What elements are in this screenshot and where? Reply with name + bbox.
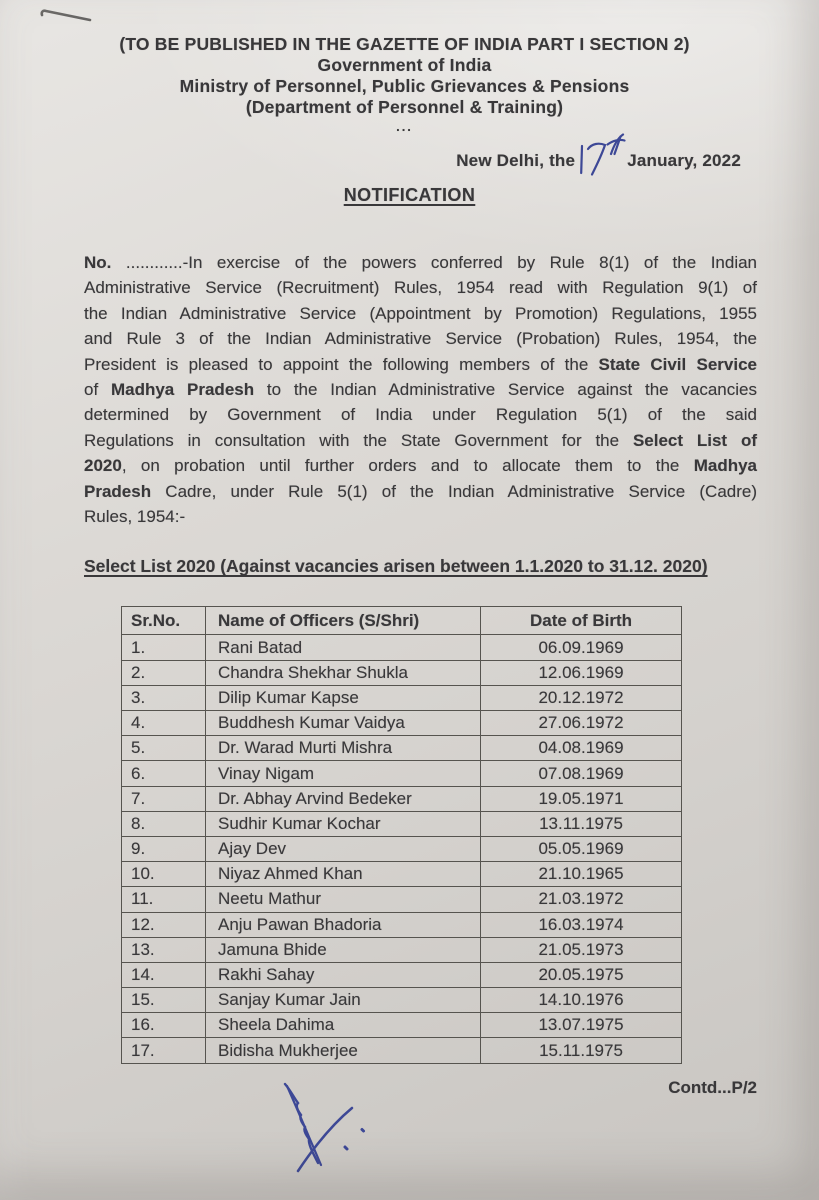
paragraph-bold-text: Select List of	[632, 430, 757, 450]
cell-serial: 8.	[122, 811, 206, 836]
officer-row	[122, 635, 682, 660]
cell-officer-name: Buddhesh Kumar Vaidya	[206, 711, 481, 736]
cell-serial: 13.	[122, 937, 206, 962]
government-line: Government of India	[317, 55, 492, 75]
officer-row	[122, 1013, 682, 1038]
officer-row	[122, 988, 682, 1013]
header-date-of-birth: Date of Birth	[481, 607, 682, 635]
cell-officer-name: Neetu Mathur	[206, 887, 481, 912]
contd-note: Contd...P/2	[668, 1077, 757, 1097]
paragraph-line	[84, 402, 757, 427]
cell-officer-name: Rani Batad	[206, 635, 481, 660]
ink-stroke-digit-7	[588, 144, 605, 175]
cell-date-of-birth: 21.03.1972	[481, 887, 682, 912]
ink-dot	[362, 1130, 364, 1132]
cell-serial: 1.	[122, 635, 206, 660]
cell-date-of-birth: 16.03.1974	[481, 912, 682, 937]
header-serial: Sr.No.	[122, 607, 206, 635]
cell-date-of-birth: 12.06.1969	[481, 660, 682, 685]
paragraph-line	[84, 326, 757, 351]
paragraph-text: President is pleased to appoint the following members of the	[84, 354, 599, 374]
cell-date-of-birth: 13.11.1975	[481, 811, 682, 836]
cell-date-of-birth: 21.10.1965	[481, 862, 682, 887]
cell-date-of-birth: 20.05.1975	[481, 962, 682, 987]
select-list-heading: Select List 2020 (Against vacancies arisen between 1.1.2020 to 31.12. 2020)	[84, 556, 708, 577]
cell-date-of-birth: 15.11.1975	[481, 1038, 682, 1063]
header-officer-name: Name of Officers (S/Shri)	[206, 607, 481, 635]
officer-row	[122, 685, 682, 710]
paragraph-text: , on probation until further orders and to allocate them to the	[121, 456, 694, 476]
cell-serial: 10.	[122, 862, 206, 887]
paragraph-bold-text: Madhya Pradesh	[110, 380, 255, 400]
officer-row	[122, 887, 682, 912]
paragraph-line	[84, 504, 757, 529]
cell-date-of-birth: 05.05.1969	[481, 836, 682, 861]
cell-serial: 4.	[122, 711, 206, 736]
cell-serial: 9.	[122, 836, 206, 861]
paragraph-text: of	[84, 380, 111, 400]
ink-stroke	[287, 1086, 321, 1165]
officer-row	[122, 761, 682, 786]
cell-officer-name: Sheela Dahima	[206, 1013, 481, 1038]
paragraph-line	[84, 275, 757, 300]
cell-officer-name: Sudhir Kumar Kochar	[206, 811, 481, 836]
officer-row	[122, 962, 682, 987]
cell-serial: 3.	[122, 685, 206, 710]
paragraph-bold-text: No.	[84, 253, 126, 272]
cell-officer-name: Chandra Shekhar Shukla	[206, 660, 481, 685]
officer-row	[122, 660, 682, 685]
paragraph-line	[84, 301, 757, 326]
cell-officer-name: Bidisha Mukherjee	[206, 1038, 481, 1063]
gazette-line: (TO BE PUBLISHED IN THE GAZETTE OF INDIA PART I SECTION 2)	[119, 34, 690, 54]
officer-row	[122, 711, 682, 736]
paragraph-bold-text: Madhya	[693, 456, 757, 476]
date-suffix: January, 2022	[627, 151, 741, 170]
cell-date-of-birth: 20.12.1972	[481, 685, 682, 710]
ink-stroke	[42, 11, 90, 20]
cell-serial: 2.	[122, 660, 206, 685]
cell-date-of-birth: 06.09.1969	[481, 635, 682, 660]
ink-stroke	[298, 1108, 352, 1171]
officers-table	[121, 606, 682, 1063]
cell-officer-name: Dilip Kumar Kapse	[206, 685, 481, 710]
paragraph-line	[84, 352, 757, 377]
cell-officer-name: Dr. Abhay Arvind Bedeker	[206, 786, 481, 811]
handwritten-date-ink	[576, 133, 626, 179]
cell-date-of-birth: 07.08.1969	[481, 761, 682, 786]
cell-date-of-birth: 19.05.1971	[481, 786, 682, 811]
cell-date-of-birth: 21.05.1973	[481, 937, 682, 962]
paragraph-text: and Rule 3 of the Indian Administrative Service (Probation) Rules, 1954, the	[84, 329, 757, 349]
paragraph-line	[84, 479, 757, 504]
table-body	[122, 635, 682, 1063]
cell-serial: 12.	[122, 912, 206, 937]
table-header-row	[122, 607, 682, 635]
notification-title: NOTIFICATION	[343, 185, 476, 205]
cell-serial: 14.	[122, 962, 206, 987]
cell-officer-name: Sanjay Kumar Jain	[206, 988, 481, 1013]
paragraph-line	[84, 377, 757, 402]
paragraph-text: Rules, 1954:-	[84, 507, 186, 527]
cell-serial: 11.	[122, 887, 206, 912]
paragraph-text: Regulations in consultation with the State Government for the	[84, 430, 633, 450]
document-header	[0, 0, 819, 170]
cell-date-of-birth: 27.06.1972	[481, 711, 682, 736]
paragraph-text: determined by Government of India under Regulation 5(1) of the said	[84, 405, 757, 425]
officer-row	[122, 786, 682, 811]
signature-mark	[258, 1068, 398, 1198]
paragraph-bold-text: 2020	[84, 456, 122, 476]
officer-row	[122, 1038, 682, 1063]
cell-serial: 17.	[122, 1038, 206, 1063]
cell-officer-name: Anju Pawan Bhadoria	[206, 912, 481, 937]
paragraph-line	[84, 250, 757, 275]
paragraph-bold-text: State Civil Service	[598, 354, 757, 374]
paragraph-text: Cadre, under Rule 5(1) of the Indian Administrative Service (Cadre)	[151, 481, 757, 501]
cell-date-of-birth: 04.08.1969	[481, 736, 682, 761]
cell-serial: 6.	[122, 761, 206, 786]
officer-row	[122, 736, 682, 761]
cell-officer-name: Niyaz Ahmed Khan	[206, 862, 481, 887]
cell-date-of-birth: 13.07.1975	[481, 1013, 682, 1038]
date-prefix: New Delhi, the	[456, 151, 576, 170]
cell-officer-name: Rakhi Sahay	[206, 962, 481, 987]
cell-officer-name: Ajay Dev	[206, 836, 481, 861]
cell-serial: 5.	[122, 736, 206, 761]
date-line	[0, 133, 809, 170]
officer-row	[122, 937, 682, 962]
paragraph-text: Administrative Service (Recruitment) Rules, 1954 read with Regulation 9(1) of	[84, 278, 757, 298]
cell-serial: 16.	[122, 1013, 206, 1038]
pen-dash-mark	[38, 6, 98, 26]
ministry-line: Ministry of Personnel, Public Grievances & Pensions	[179, 76, 630, 96]
ellipsis-separator: ...	[396, 119, 413, 134]
ink-dot	[345, 1147, 347, 1149]
paragraph-bold-text: Pradesh	[84, 481, 152, 501]
paragraph-text: the Indian Administrative Service (Appointment by Promotion) Regulations, 1955	[84, 303, 757, 323]
table-header	[122, 607, 682, 635]
paragraph-line	[84, 428, 757, 453]
paragraph-text: ............-In exercise of the powers conferred by Rule 8(1) of the Indian	[125, 253, 758, 272]
officer-row	[122, 862, 682, 887]
handwritten-17th-strokes	[576, 133, 626, 179]
paragraph-line	[84, 453, 757, 478]
cell-officer-name: Vinay Nigam	[206, 761, 481, 786]
ink-stroke-digit-1	[581, 146, 582, 173]
cell-officer-name: Dr. Warad Murti Mishra	[206, 736, 481, 761]
cell-officer-name: Jamuna Bhide	[206, 937, 481, 962]
department-line: (Department of Personnel & Training)	[245, 97, 564, 117]
body-paragraph	[84, 250, 757, 529]
paragraph-text: to the Indian Administrative Service against the vacancies	[254, 380, 757, 400]
officer-row	[122, 811, 682, 836]
cell-date-of-birth: 14.10.1976	[481, 988, 682, 1013]
officer-row	[122, 836, 682, 861]
officer-row	[122, 912, 682, 937]
cell-serial: 7.	[122, 786, 206, 811]
cell-serial: 15.	[122, 988, 206, 1013]
